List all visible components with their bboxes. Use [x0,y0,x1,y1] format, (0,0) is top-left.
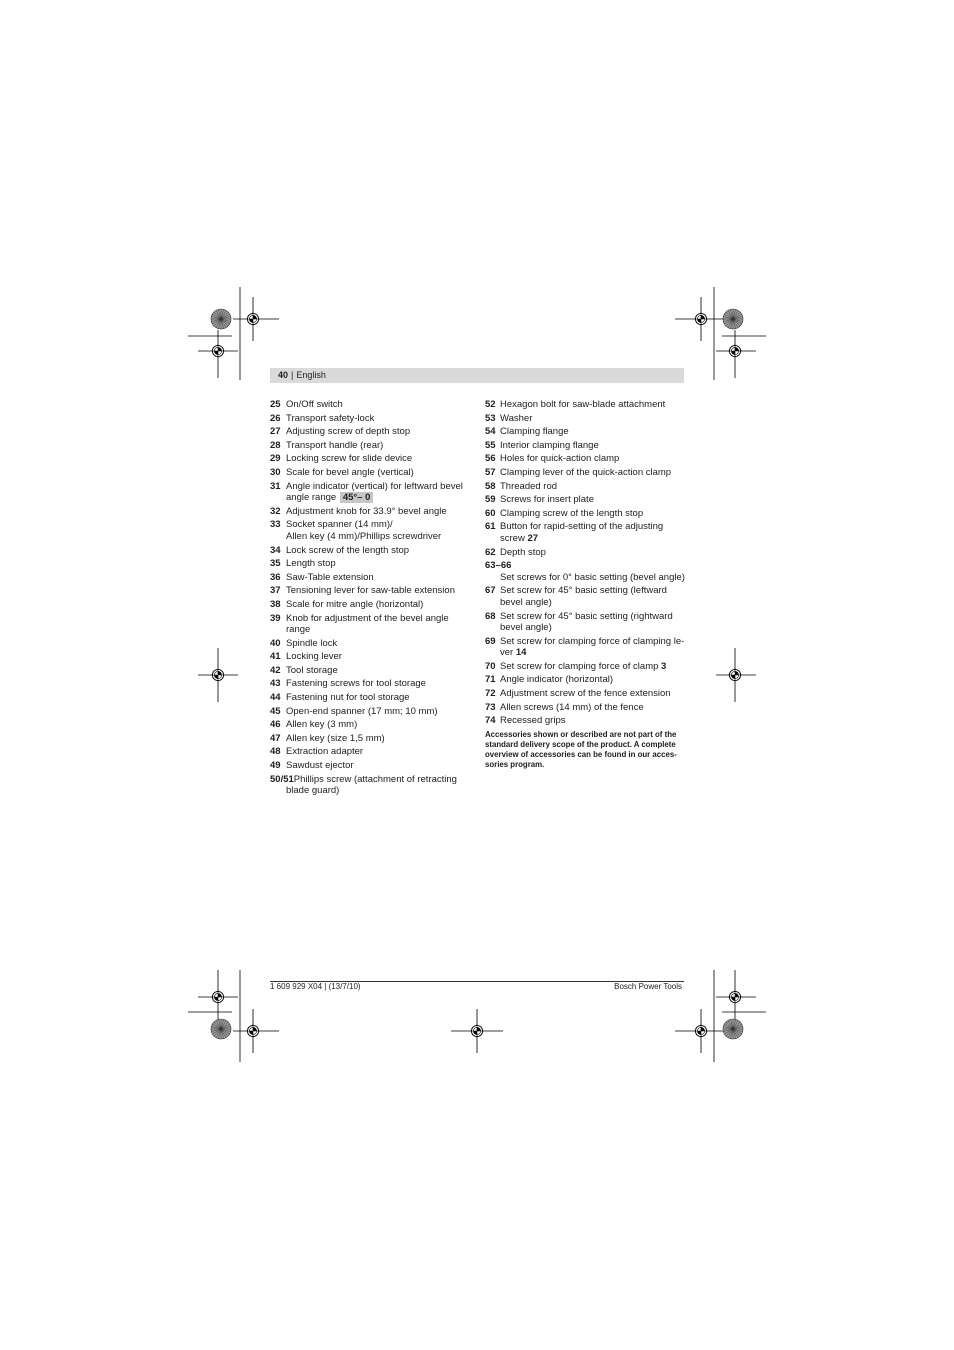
item-text: Adjustment knob for 33.9° bevel angle [286,505,447,517]
item-text: Set screw for 45° basic setting (leftward bevel angle) [500,585,667,608]
item-number: 68 [485,610,496,622]
item-text: Set screws for 0° basic setting (bevel angle) [500,571,685,583]
list-item [485,467,684,479]
item-text: Spindle lock [286,637,338,649]
registration-mark [728,990,742,1004]
list-item [270,719,468,731]
item-text: Tensioning lever for saw-table extension [286,585,455,597]
item-text: Angle indicator (vertical) for leftward bevel angle range [286,480,463,504]
list-item [485,661,684,673]
list-item [485,440,684,452]
item-number: 36 [270,571,281,583]
list-item [485,560,684,583]
list-item [270,519,468,542]
item-text: Allen key (size 1,5 mm) [286,732,385,744]
item-reference: 14 [515,647,527,659]
list-item [485,702,684,714]
item-text: Clamping flange [500,426,569,438]
item-number: 33 [270,519,281,531]
item-text: Set screw for clamping force of clamping le- ver [500,635,685,659]
accessories-note: Accessories shown or described are not part of the standard delivery scope of the product. A complete overview of accessories can be found in our acces- sories program. [485,729,677,769]
list-item [485,585,684,608]
item-text: Set screw for 45° basic setting (rightward bevel angle) [500,610,673,634]
item-number: 60 [485,507,496,519]
item-reference: 27 [527,532,539,544]
item-text: Allen screws (14 mm) of the fence [500,701,644,713]
registration-mark [246,1024,260,1038]
list-item [270,733,468,745]
item-number: 34 [270,544,281,556]
item-number: 59 [485,494,496,506]
list-item [270,746,468,758]
star-target-mark [211,1019,231,1039]
item-text: Set screw for clamping force of clamp [500,660,662,672]
left-column [270,399,468,799]
item-text: Hexagon bolt for saw-blade attachment [500,399,666,410]
registration-mark [211,344,225,358]
list-item [270,545,468,557]
list-item [485,399,684,411]
item-text: Button for rapid-setting of the adjusting screw [500,521,664,544]
registration-mark [470,1024,484,1038]
item-number: 47 [270,732,281,744]
item-number: 45 [270,705,281,717]
item-text: Fastening screws for tool storage [286,678,426,690]
registration-mark [211,668,225,682]
star-target-mark [723,1019,743,1039]
angle-range-badge: 45°– 0 [340,492,374,503]
item-number: 30 [270,466,281,478]
registration-mark [728,668,742,682]
parts-list-right [485,399,684,727]
list-item [270,706,468,718]
item-text: Transport handle (rear) [286,439,384,451]
list-item [485,688,684,700]
registration-mark [728,344,742,358]
list-item [485,547,684,559]
item-number: 40 [270,637,281,649]
list-item [270,760,468,772]
list-item [485,611,684,634]
item-text: Phillips screw (attachment of retracting blade guard) [286,773,457,797]
item-text: Threaded rod [500,480,558,492]
list-item [485,715,684,727]
item-text: Locking lever [286,651,342,663]
item-text: Knob for adjustment of the bevel angle range [286,612,449,636]
item-number: 28 [270,439,281,451]
item-text: Fastening nut for tool storage [286,692,410,704]
list-item [270,506,468,518]
list-item [270,467,468,479]
item-text: Clamping lever of the quick-action clamp [500,466,672,478]
item-number: 44 [270,692,281,704]
item-number: 38 [270,598,281,610]
list-item [270,678,468,690]
list-item [485,413,684,425]
item-text: Clamping screw of the length stop [500,507,644,519]
item-number: 58 [485,480,496,492]
list-item [485,494,684,506]
item-number: 55 [485,439,496,451]
item-text: Angle indicator (horizontal) [500,674,614,686]
item-text: Screws for insert plate [500,494,594,506]
item-number: 67 [485,585,496,597]
list-item [270,585,468,597]
item-number: 70 [485,660,496,672]
list-item [485,426,684,438]
item-text: Adjustment screw of the fence extension [500,688,671,700]
item-text: Length stop [286,558,336,570]
item-number: 74 [485,715,496,727]
item-number: 63–66 [485,560,512,572]
item-number: 48 [270,746,281,758]
item-number: 57 [485,466,496,478]
list-item [270,481,468,504]
item-text: Tool storage [286,664,338,676]
list-item [270,613,468,636]
list-item [270,453,468,465]
list-item [270,572,468,584]
item-number: 39 [270,612,281,624]
registration-mark [246,312,260,326]
star-target-mark [723,309,743,329]
item-text: Recessed grips [500,715,566,727]
parts-list-left [270,399,468,797]
item-text: Extraction adapter [286,746,364,758]
item-number: 29 [270,453,281,465]
item-text: Allen key (3 mm) [286,719,358,731]
list-item [270,774,468,797]
item-number: 43 [270,678,281,690]
item-number: 41 [270,651,281,663]
item-reference: 3 [661,660,667,672]
item-number: 37 [270,585,281,597]
item-number: 25 [270,399,281,410]
item-number: 71 [485,674,496,686]
item-number: 62 [485,546,496,558]
item-text: On/Off switch [286,399,343,410]
item-number: 26 [270,412,281,424]
list-item [270,599,468,611]
list-item [270,426,468,438]
right-column [485,399,684,770]
item-number: 52 [485,399,496,410]
item-text: Saw-Table extension [286,571,374,583]
list-item [485,453,684,465]
page-header [270,368,684,383]
list-item [485,636,684,659]
item-text: Depth stop [500,546,546,558]
list-item [270,638,468,650]
item-number: 50/51 [270,773,294,785]
item-text: Locking screw for slide device [286,453,413,465]
item-text: Washer [500,412,533,424]
item-number: 42 [270,664,281,676]
item-number: 35 [270,558,281,570]
list-item [270,440,468,452]
list-item [270,692,468,704]
list-item [485,481,684,493]
list-item [270,413,468,425]
item-text: Scale for bevel angle (vertical) [286,466,414,478]
item-text: Sawdust ejector [286,760,354,772]
item-number: 73 [485,701,496,713]
star-target-mark [211,309,231,329]
item-number: 31 [270,480,281,492]
item-text: Open-end spanner (17 mm; 10 mm) [286,705,438,717]
item-number: 27 [270,426,281,438]
item-text: Transport safety-lock [286,412,375,424]
section-title: English [296,370,326,380]
list-item [485,521,684,544]
item-text: Socket spanner (14 mm)/ Allen key (4 mm)/Phillips screwdriver [286,519,442,542]
registration-mark [694,1024,708,1038]
item-text: Lock screw of the length stop [286,544,410,556]
list-item [485,674,684,686]
page-number: 40 [278,370,289,380]
item-text: Holes for quick-action clamp [500,453,620,465]
list-item [270,651,468,663]
footer-doc-code: 1 609 929 X04 | (13/7/10) [270,982,361,991]
item-text: Interior clamping flange [500,439,599,451]
item-number: 72 [485,688,496,700]
item-number: 69 [485,635,496,647]
list-item [270,665,468,677]
item-number: 56 [485,453,496,465]
item-number: 49 [270,760,281,772]
list-item [485,508,684,520]
list-item [270,399,468,411]
item-text: Adjusting screw of depth stop [286,426,411,438]
header-separator: | [291,370,294,380]
footer-brand: Bosch Power Tools [614,982,682,991]
item-number: 61 [485,521,496,533]
list-item [270,558,468,570]
item-number: 46 [270,719,281,731]
item-text: Scale for mitre angle (horizontal) [286,598,424,610]
item-number: 32 [270,505,281,517]
registration-mark [211,990,225,1004]
registration-mark [694,312,708,326]
item-number: 54 [485,426,496,438]
item-number: 53 [485,412,496,424]
